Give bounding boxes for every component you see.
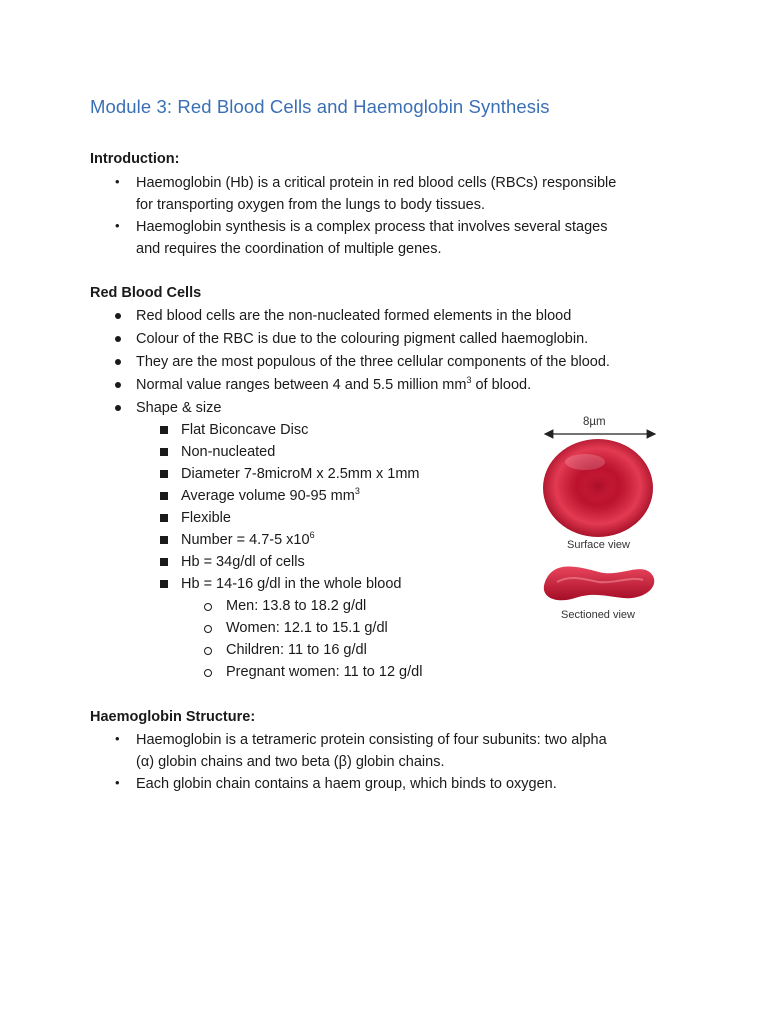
rbc-bullet-1: Red blood cells are the non-nucleated formed elements in the blood: [136, 308, 572, 324]
square-bullet-icon: [160, 470, 168, 478]
rbc-heading: Red Blood Cells: [90, 285, 202, 301]
shape-item-2: Non-nucleated: [181, 444, 276, 460]
rbc-bullet-3: They are the most populous of the three cellular components of the blood.: [136, 354, 610, 370]
shape-item-3: Diameter 7-8microM x 2.5mm x 1mm: [181, 466, 420, 482]
intro-bullet-2-line-2: and requires the coordination of multiple genes.: [136, 241, 442, 257]
square-bullet-icon: [160, 426, 168, 434]
square-bullet-icon: [160, 536, 168, 544]
bullet-icon: [115, 382, 121, 388]
hb-range-pregnant: Pregnant women: 11 to 12 g/dl: [226, 664, 423, 680]
circle-bullet-icon: [204, 625, 212, 633]
bullet-icon: •: [115, 218, 120, 233]
shape-item-4: Average volume 90-95 $mm^3$: [181, 486, 360, 504]
shape-item-8: Hb = 14-16 g/dl in the whole blood: [181, 576, 402, 592]
shape-item-1: Flat Biconcave Disc: [181, 422, 309, 438]
square-bullet-icon: [160, 448, 168, 456]
square-bullet-icon: [160, 514, 168, 522]
bullet-icon: [115, 313, 121, 319]
intro-bullet-1-line-1: Haemoglobin (Hb) is a critical protein in red blood cells (RBCs) responsible: [136, 175, 617, 191]
rbc-figure: [535, 410, 665, 630]
shape-item-5: Flexible: [181, 510, 231, 526]
bullet-icon: •: [115, 174, 120, 189]
square-bullet-icon: [160, 492, 168, 500]
square-bullet-icon: [160, 580, 168, 588]
bullet-icon: •: [115, 731, 120, 746]
hb-structure-bullet-1-line-1: Haemoglobin is a tetrameric protein consisting of four subunits: two alpha: [136, 732, 607, 748]
circle-bullet-icon: [204, 669, 212, 677]
scale-label: 8µm: [583, 416, 606, 428]
rbc-illustration: [535, 410, 665, 630]
hb-range-women: Women: 12.1 to 15.1 g/dl: [226, 620, 388, 636]
hb-structure-heading: Haemoglobin Structure:: [90, 709, 256, 725]
hb-structure-bullet-1-line-2: (α) globin chains and two beta (β) globin chains.: [136, 754, 445, 770]
shape-item-6: Number = 4.7-5 $x10^6$: [181, 530, 315, 548]
page-title: Module 3: Red Blood Cells and Haemoglobin Synthesis: [90, 96, 550, 117]
bullet-icon: [115, 336, 121, 342]
hb-structure-bullet-2: Each globin chain contains a haem group, which binds to oxygen.: [136, 776, 557, 792]
hb-range-children: Children: 11 to 16 g/dl: [226, 642, 367, 658]
rbc-bullet-2: Colour of the RBC is due to the colouring pigment called haemoglobin.: [136, 331, 589, 347]
circle-bullet-icon: [204, 647, 212, 655]
bullet-icon: [115, 405, 121, 411]
intro-bullet-1-line-2: for transporting oxygen from the lungs to body tissues.: [136, 197, 485, 213]
cell-highlight: [565, 454, 605, 470]
circle-bullet-icon: [204, 603, 212, 611]
rbc-bullet-5: Shape & size: [136, 400, 222, 416]
intro-heading: Introduction:: [90, 151, 180, 167]
sectioned-view-label: Sectioned view: [561, 609, 635, 621]
square-bullet-icon: [160, 558, 168, 566]
rbc-bullet-4: Normal value ranges between 4 and 5.5 million $mm^3$ of blood.: [136, 375, 532, 393]
hb-range-men: Men: 13.8 to 18.2 g/dl: [226, 598, 367, 614]
bullet-icon: [115, 359, 121, 365]
surface-view-label: Surface view: [567, 539, 630, 551]
shape-item-7: Hb = 34g/dl of cells: [181, 554, 305, 570]
bullet-icon: •: [115, 775, 120, 790]
intro-bullet-2-line-1: Haemoglobin synthesis is a complex process that involves several stages: [136, 219, 608, 235]
sectioned-view-cell: [544, 566, 654, 600]
